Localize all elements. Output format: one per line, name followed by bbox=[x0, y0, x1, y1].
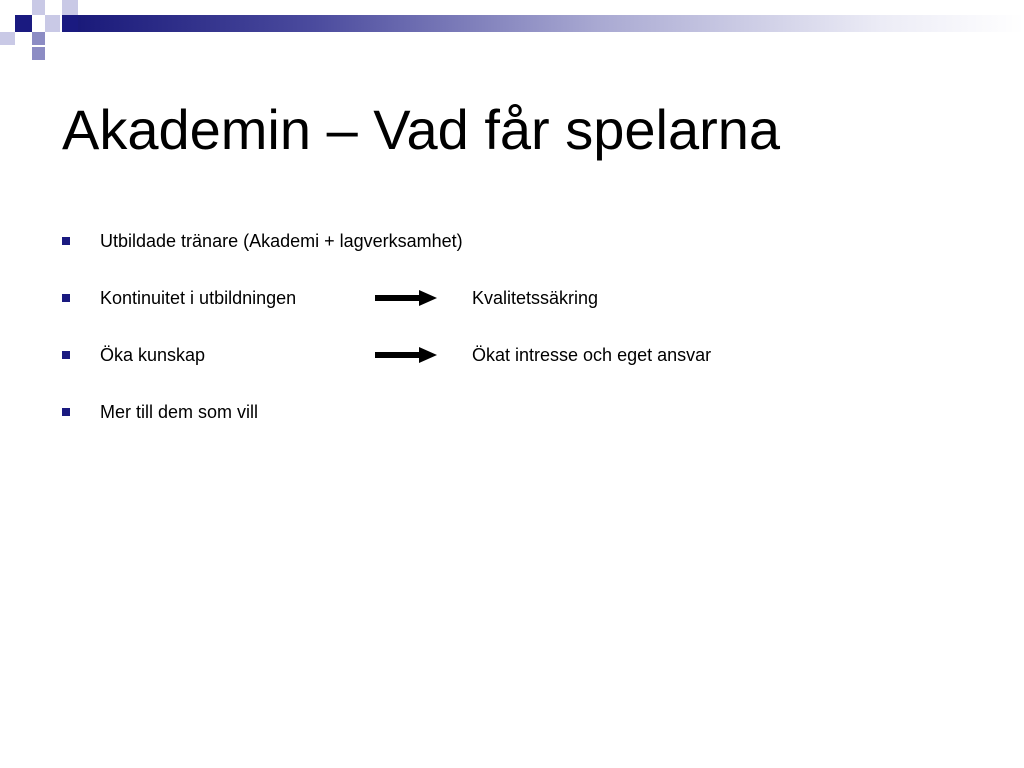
list-item bbox=[62, 285, 962, 342]
decor-square-mid bbox=[32, 32, 45, 45]
slide-title: Akademin – Vad får spelarna bbox=[62, 98, 781, 161]
decor-square-mid bbox=[32, 47, 45, 60]
decor-square-dark bbox=[62, 15, 78, 32]
bullet-text: Utbildade tränare (Akademi + lagverksamhet) bbox=[100, 231, 463, 251]
square-bullet-icon bbox=[62, 237, 70, 245]
right-arrow-icon bbox=[375, 290, 437, 306]
decor-square-light bbox=[0, 32, 15, 45]
bullet-list bbox=[62, 228, 962, 456]
decor-square-light bbox=[32, 0, 45, 15]
list-item bbox=[62, 399, 962, 456]
bullet-text: Öka kunskap bbox=[100, 345, 206, 365]
bullet-text: Kontinuitet i utbildningen bbox=[100, 288, 297, 308]
square-bullet-icon bbox=[62, 351, 70, 359]
right-arrow-icon bbox=[375, 347, 437, 363]
list-item bbox=[62, 228, 962, 285]
decor-square-light bbox=[62, 0, 78, 15]
decor-square-dark bbox=[15, 15, 32, 32]
header-gradient-band bbox=[78, 15, 1024, 32]
square-bullet-icon bbox=[62, 294, 70, 302]
square-bullet-icon bbox=[62, 408, 70, 416]
bullet-result-text: Ökat intresse och eget ansvar bbox=[472, 345, 712, 365]
bullet-result-text: Kvalitetssäkring bbox=[472, 288, 599, 308]
list-item bbox=[62, 342, 962, 399]
decor-square-light bbox=[45, 15, 60, 32]
bullet-text: Mer till dem som vill bbox=[100, 402, 259, 422]
